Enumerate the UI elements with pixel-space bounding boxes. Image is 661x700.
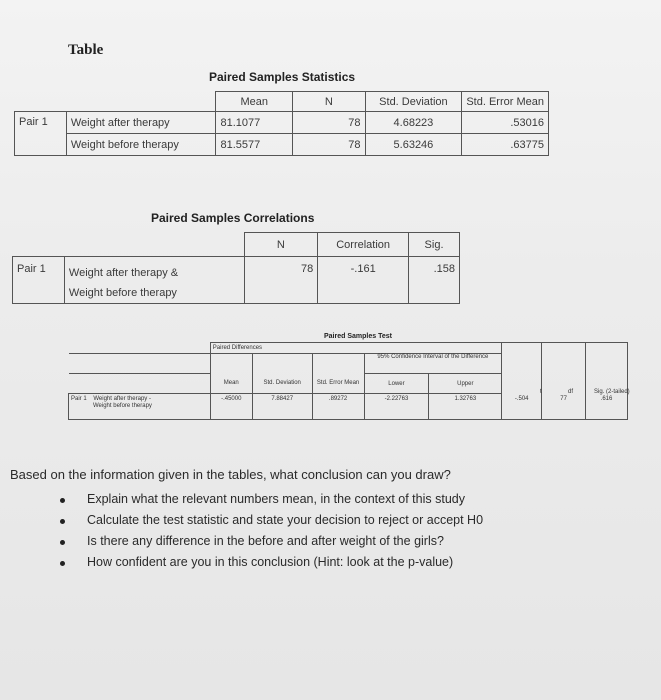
cell-mean: 81.1077 [216,112,293,134]
pair-name-line2: Weight before therapy [68,287,177,299]
cell-sig: .158 [409,257,460,304]
pair-label: Pair 1 [13,257,65,304]
header-std-deviation: Std. Deviation [365,92,462,112]
header-n: N [293,92,365,112]
bullet-icon [60,561,65,566]
cell-n: 78 [293,134,365,156]
header-sig: Sig. [409,233,460,257]
pair-name-line2: Weight before therapy [93,403,152,409]
header-mean: Mean [216,92,293,112]
cell-t: -.504 [502,394,542,420]
page-title: Table [68,42,104,58]
header-std-deviation: Std. Deviation [252,374,312,394]
header-t: t [540,389,542,395]
bullet-icon [60,519,65,524]
cell-mean: -.45000 [210,394,252,420]
cell-sd: 4.68223 [365,112,462,134]
paired-samples-statistics-table [14,91,549,156]
list-item: Explain what the relevant numbers mean, in the context of this study [60,491,483,512]
stats-table-caption: Paired Samples Statistics [209,70,356,84]
header-lower: Lower [364,374,429,394]
cell-correlation: -.161 [318,257,409,304]
cell-se: .89272 [312,394,364,420]
bullet-icon [60,498,65,503]
pair-name-line1: Weight after therapy & [68,267,179,279]
test-table-caption: Paired Samples Test [324,333,392,340]
paired-samples-correlations-table [12,232,460,304]
cell-lower: -2.22763 [364,394,429,420]
paired-samples-test-table [68,342,628,420]
cell-n: 78 [244,257,318,304]
cell-sd: 7.88427 [252,394,312,420]
question-text: Based on the information given in the tables, what conclusion can you draw? [10,467,451,482]
list-item: Is there any difference in the before and after weight of the girls? [60,533,483,554]
row-name: Weight before therapy [66,134,216,156]
paired-differences-header: Paired Differences [210,343,501,354]
header-correlation: Correlation [318,233,409,257]
bullet-icon [60,540,65,545]
header-mean: Mean [210,374,252,394]
header-sig-2-tailed: Sig. (2-tailed) [594,389,630,395]
cell-sig: .616 [586,394,628,420]
row-name: Weight after therapy [66,112,216,134]
cell-n: 78 [293,112,365,134]
pair-name-line1: Weight after therapy - [93,396,151,402]
question-bullets [60,491,483,575]
pair-label: Pair 1 [71,396,87,402]
ci-header: 95% Confidence Interval of the Difference [364,354,502,374]
cell-se: .63775 [462,134,549,156]
header-std-error-mean: Std. Error Mean [312,374,364,394]
header-n: N [244,233,318,257]
header-upper: Upper [429,374,502,394]
cell-mean: 81.5577 [216,134,293,156]
cell-se: .53016 [462,112,549,134]
cell-sd: 5.63246 [365,134,462,156]
header-df: df [568,389,574,395]
list-item: Calculate the test statistic and state your decision to reject or accept H0 [60,512,483,533]
cell-upper: 1.32763 [429,394,502,420]
pair-label: Pair 1 [15,112,67,156]
header-std-error-mean: Std. Error Mean [462,92,549,112]
corr-table-caption: Paired Samples Correlations [151,211,315,225]
cell-df: 77 [542,394,586,420]
list-item: How confident are you in this conclusion (Hint: look at the p-value) [60,554,483,575]
